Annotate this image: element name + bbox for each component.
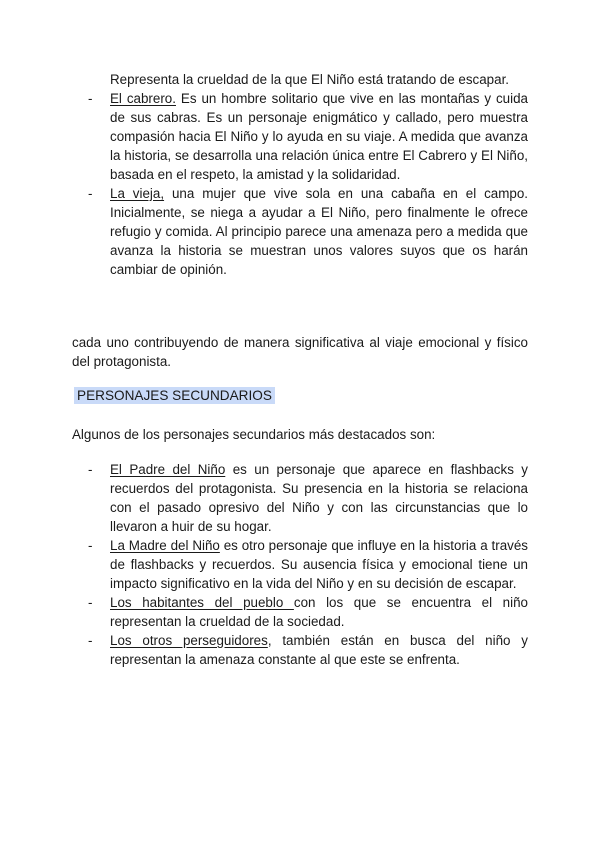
continuation-text: Representa la crueldad de la que El Niño está tratando de escapar. bbox=[110, 72, 510, 87]
list-item-madre bbox=[72, 536, 528, 593]
section-heading bbox=[74, 386, 275, 405]
list-item-padre bbox=[72, 460, 528, 536]
secondary-character-list bbox=[72, 460, 528, 669]
dash-bullet: - bbox=[88, 462, 93, 477]
character-description: Es un hombre solitario que vive en las montañas y cuida de sus cabras. Es un personaje enigmático y callado, pero muestra compasión hacia El Niño y lo ayuda en su viaje. A medida que avanza la historia, se desarrolla una relación única entre El Cabrero y El Niño, basada en el respeto, la amistad y la solidaridad. bbox=[110, 91, 529, 182]
character-list bbox=[72, 89, 528, 279]
dash-bullet: - bbox=[88, 91, 93, 106]
character-name: Los otros perseguidores bbox=[110, 633, 268, 648]
list-item-perseguidores bbox=[72, 631, 528, 669]
character-name: La Madre del Niño bbox=[110, 538, 220, 553]
character-name: La vieja, bbox=[110, 186, 165, 201]
dash-bullet: - bbox=[88, 595, 93, 610]
character-description: una mujer que vive sola en una cabaña en el campo. Inicialmente, se niega a ayudar a El Niño, pero finalmente le ofrece refugio y comida. Al principio parece una amenaza pero a medida que avanza la historia se muestran unos valores suyos que os harán cambiar de opinión. bbox=[110, 186, 528, 277]
character-name: El Padre del Niño bbox=[110, 462, 226, 477]
character-description: , también están en busca del niño y representan la amenaza constante al que este se enfrenta. bbox=[110, 633, 528, 667]
list-item-vieja bbox=[72, 184, 528, 279]
main-characters-list-end bbox=[72, 70, 528, 279]
character-description: es otro personaje que influye en la historia a través de flashbacks y recuerdos. Su ausencia física y emocional tiene un impacto significativo en la vida del Niño y en su decisión de escapar. bbox=[110, 538, 528, 591]
dash-bullet: - bbox=[88, 633, 93, 648]
list-item-habitantes bbox=[72, 593, 528, 631]
secondary-characters-list-wrap bbox=[72, 460, 528, 669]
character-name: Los habitantes del pueblo bbox=[110, 595, 294, 610]
dash-bullet: - bbox=[88, 538, 93, 553]
intro-paragraph: Algunos de los personajes secundarios más destacados son: bbox=[72, 427, 436, 442]
character-name: El cabrero. bbox=[110, 91, 176, 106]
closing-paragraph: cada uno contribuyendo de manera significativa al viaje emocional y físico del protagonista. bbox=[72, 335, 528, 369]
heading-text: PERSONAJES SECUNDARIOS bbox=[74, 387, 275, 404]
character-description: con los que se encuentra el niño representan la crueldad de la sociedad. bbox=[110, 595, 528, 629]
dash-bullet: - bbox=[88, 186, 93, 201]
list-item-cabrero bbox=[72, 89, 528, 184]
character-description: es un personaje que aparece en flashbacks y recuerdos del protagonista. Su presencia en la historia se relaciona con el pasado opresivo del Niño y con las circunstancias que lo llevaron a huir de su hogar. bbox=[110, 462, 528, 534]
